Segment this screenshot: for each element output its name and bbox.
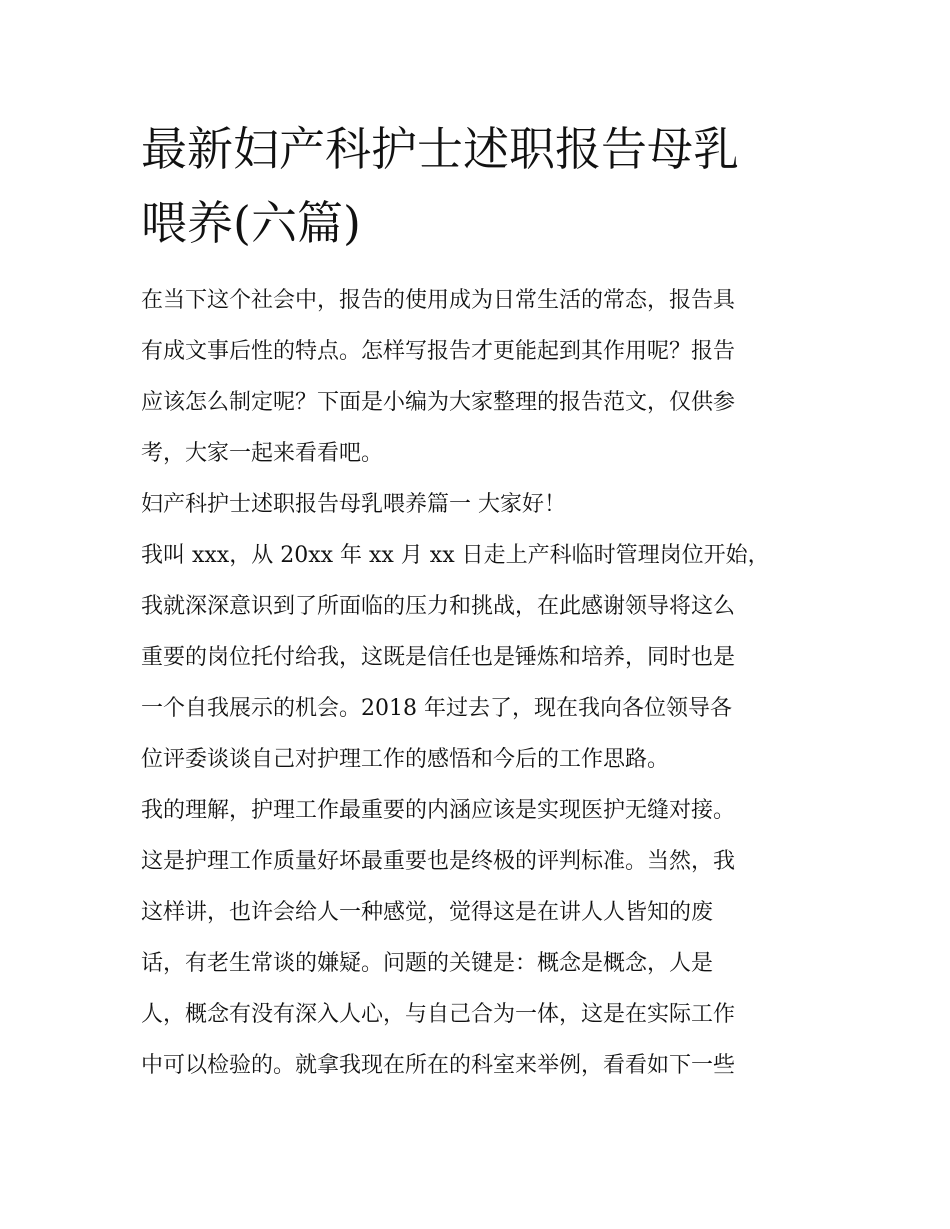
paragraph-line: 考，大家一起来看看吧。 [141,441,384,466]
paragraph-line: 一个自我展示的机会。2018 年过去了，现在我向各位领导各 [141,696,732,721]
title-line: 喂养(六篇) [141,196,361,250]
paragraph-line: 我就深深意识到了所面临的压力和挑战，在此感谢领导将这么 [141,594,736,619]
paragraph-line: 有成文事后性的特点。怎样写报告才更能起到其作用呢？报告 [141,339,736,364]
document-title [141,112,821,260]
paragraph-line: 重要的岗位托付给我，这既是信任也是锤炼和培养，同时也是 [141,645,736,670]
paragraph-line: 话，有老生常谈的嫌疑。问题的关键是：概念是概念，人是 [141,951,714,976]
title-line: 最新妇产科护士述职报告母乳 [141,122,739,176]
paragraph-line: 应该怎么制定呢？下面是小编为大家整理的报告范文，仅供参 [141,390,736,415]
paragraph-line: 位评委谈谈自己对护理工作的感悟和今后的工作思路。 [141,747,670,772]
paragraph-line: 在当下这个社会中，报告的使用成为日常生活的常态，报告具 [141,288,736,313]
section-heading-line: 妇产科护士述职报告母乳喂养篇一 大家好！ [141,492,566,517]
paragraph-line: 中可以检验的。就拿我现在所在的科室来举例，看看如下一些 [141,1053,736,1078]
paragraph-line: 人，概念有没有深入人心，与自己合为一体，这是在实际工作 [141,1002,736,1027]
paragraph-line: 我的理解，护理工作最重要的内涵应该是实现医护无缝对接。 [141,798,736,823]
paragraph-line: 这是护理工作质量好坏最重要也是终极的评判标准。当然，我 [141,849,736,874]
paragraph-line: 我叫 xxx，从 20xx 年 xx 月 xx 日走上产科临时管理岗位开始， [141,543,770,568]
paragraph-line: 这样讲，也许会给人一种感觉，觉得这是在讲人人皆知的废 [141,900,714,925]
document-body [141,279,813,1095]
